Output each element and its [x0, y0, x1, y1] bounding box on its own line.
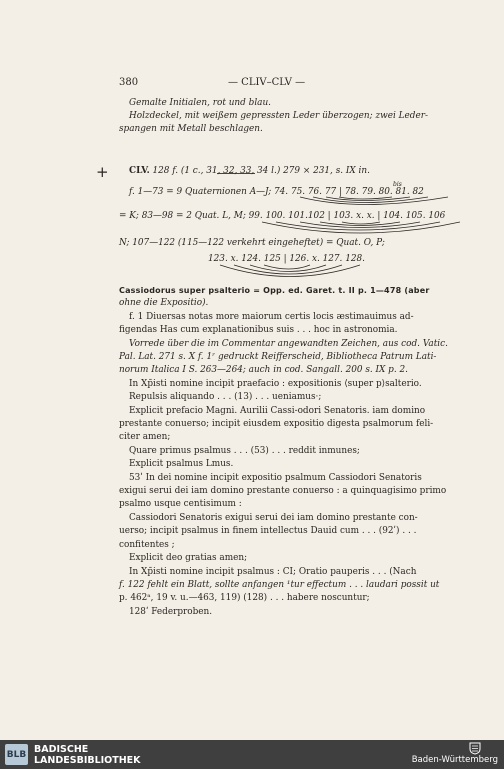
quire-line-2: = K; 83—98 = 2 Quat. L, M; 99. 100. 101.102 | 103. x. x. | 104. 105. 106 [119, 211, 446, 221]
quire-line-3: N; 107—122 (115—122 verkehrt eingeheftet) = Quat. O, P; [119, 238, 385, 248]
text-line-5: Vorrede über die im Commentar angewandten Zeichen, aus cod. Vatic. [129, 339, 448, 349]
text-line-11: prestante conuerso; incipit eiusdem expositio digesta psalmorum feli- [119, 419, 434, 429]
viewer-footer-bar [0, 740, 504, 769]
library-name-line-1: BADISCHE [34, 744, 89, 755]
codex-description: 128 f. (1 c., 31, 32, 33, 34 l.) 279 ⨯ 231, s. IX in. [152, 166, 370, 176]
text-line-15: 53ʹ In dei nomine incipit expositio psalmum Cassiodori Senatoris [129, 473, 422, 483]
blb-logo[interactable]: BLB [5, 744, 28, 765]
text-line-24: p. 462ᵃ, 19 v. u.—463, 119) (128) . . . habere noscuntur; [119, 593, 370, 603]
text-line-23: f. 122 fehlt ein Blatt, sollte anfangen ¹tur effectum . . . laudari possit ut [119, 580, 440, 590]
text-line-2: ohne die Expositio). [119, 298, 209, 308]
page-number: 380 [119, 77, 139, 88]
text-line-16: exigui serui dei iam domino prestante conuerso : a quinquagisimo primo [119, 486, 447, 496]
quire-line-1: f. 1—73 = 9 Quaternionen A—J; 74. 75. 76. 77 | 78. 79. 80. 81. 82 [129, 187, 424, 197]
text-line-9: Repulsis aliquando . . . (13) . . . ueniamus·; [129, 392, 322, 402]
text-line-14: Explicit psalmus Lmus. [129, 459, 234, 469]
text-line-17: psalmo usque centisimum : [119, 499, 242, 509]
text-line-3: f. 1 Diuersas notas more maiorum certis locis æstimauimus ad- [129, 312, 414, 322]
text-line-18: Cassiodori Senatoris exigui serui dei iam domino prestante con- [129, 513, 418, 523]
text-line-21: Explicit deo gratias amen; [129, 553, 248, 563]
intro-line-2: Holzdeckel, mit weißem gepressten Leder überzogen; zwei Leder- [129, 111, 428, 121]
text-line-20: confitentes ; [119, 540, 175, 550]
text-line-4: figendas Has cum explanationibus suis . . . hoc in astronomia. [119, 325, 398, 335]
margin-plus-mark: + [96, 163, 109, 181]
text-line-22: In Xp̄isti nomine incipit psalmus : CI; Oratio pauperis . . . (Nach [129, 567, 417, 577]
text-line-1: Cassiodorus super psalterio = Opp. ed. Garet. t. II p. 1—478 (aber [119, 286, 430, 295]
text-line-25: 128ʹ Federproben. [129, 607, 213, 617]
text-line-7: norum Italica I S. 263—264; auch in cod. Sangall. 200 s. IX p. 2. [119, 365, 408, 375]
state-name: Baden-Württemberg [411, 755, 498, 765]
intro-line-3: spangen mit Metall beschlagen. [119, 124, 263, 134]
state-crest-icon [468, 742, 482, 755]
codex-number: CLV. [129, 166, 150, 176]
library-name[interactable] [34, 744, 141, 766]
handwritten-note: bis [393, 181, 402, 188]
codex-heading [119, 165, 459, 178]
quire-line-4: 123. x. 124. 125 | 126. x. 127. 128. [208, 254, 365, 264]
running-head: — CLIV–CLV — [228, 77, 306, 88]
library-name-line-2: LANDESBIBLIOTHEK [34, 755, 141, 766]
text-line-19: uerso; incipit psalmus in finem intellectus Dauid cum . . . (92ʹ) . . . [119, 526, 417, 536]
text-line-8: In Xp̄isti nomine incipit praefacio : expositionis ⟨super p⟩salterio. [129, 379, 422, 389]
intro-line-1: Gemalte Initialen, rot und blau. [129, 98, 271, 108]
text-line-10: Explicit prefacio Magni. Aurilii Cassi-odori Senatoris. iam domino [129, 406, 426, 416]
text-line-13: Quare primus psalmus . . . (53) . . . reddit inmunes; [129, 446, 360, 456]
text-line-12: citer amen; [119, 432, 171, 442]
text-line-6: Pal. Lat. 271 s. X f. 1ʳ gedruckt Reifferscheid, Bibliotheca Patrum Lati- [119, 352, 437, 362]
